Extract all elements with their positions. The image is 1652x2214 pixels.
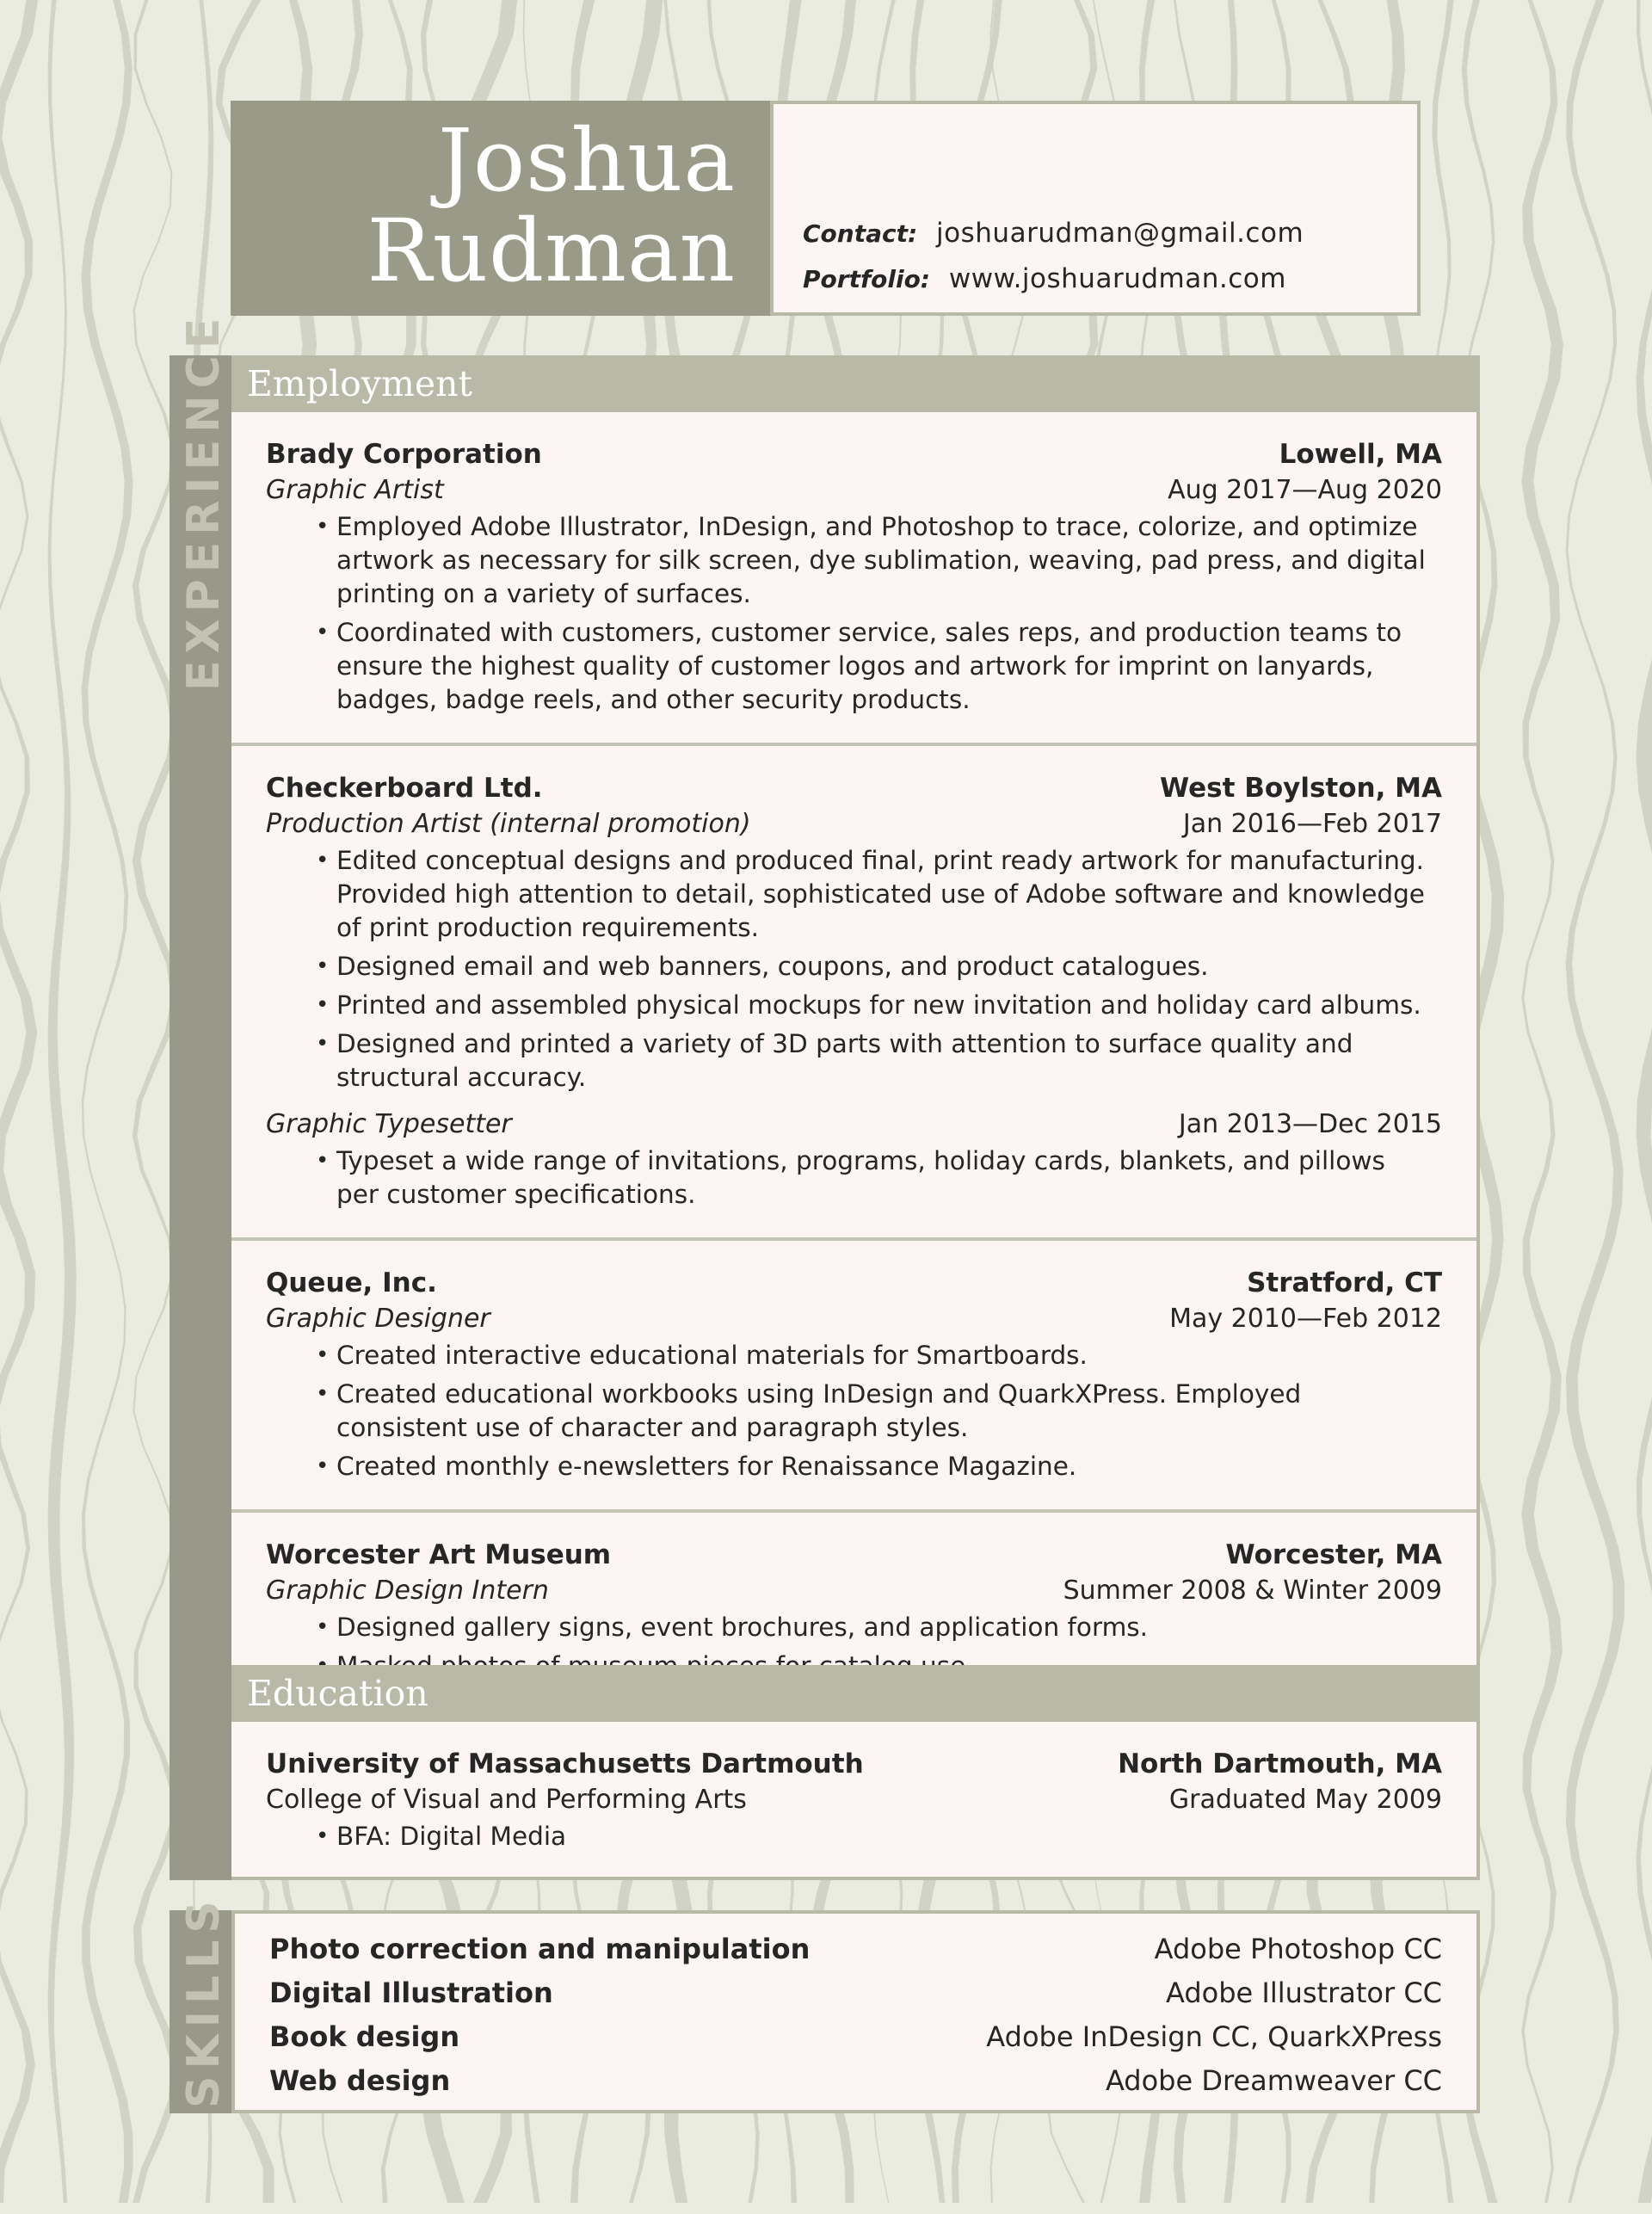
- job-header-row: [266, 770, 1442, 806]
- portfolio-row: [803, 256, 1417, 302]
- skill-row: [269, 1971, 1442, 2015]
- contact-email[interactable]: joshuarudman@gmail.com: [936, 218, 1304, 249]
- role-title: Production Artist (internal promotion): [266, 809, 751, 839]
- portfolio-url[interactable]: www.joshuarudman.com: [948, 263, 1286, 294]
- job-entry: [231, 412, 1476, 746]
- education-heading: Education: [231, 1665, 1480, 1722]
- education-school: University of Massachusetts Dartmouth: [266, 1748, 864, 1779]
- job-location: Stratford, CT: [1247, 1267, 1442, 1298]
- role-bullets: [266, 844, 1442, 1095]
- last-name: Rudman: [367, 200, 736, 301]
- company-name: Queue, Inc.: [266, 1267, 437, 1298]
- job-header-row: [266, 436, 1442, 472]
- education-subrow: [266, 1782, 1442, 1818]
- skill-name: Photo correction and manipulation: [269, 1933, 811, 1965]
- bullet-item: • Employed Adobe Illustrator, InDesign, and Photoshop to trace, colorize, and optimize artwork as necessary for silk screen, dye sublimation, weaving, pad press, and digital printing on a variety of surfaces.: [336, 510, 1442, 611]
- role-bullets: [266, 1144, 1442, 1212]
- woodgrain-stripe: [0, 0, 38, 2203]
- company-name: Checkerboard Ltd.: [266, 773, 543, 804]
- bullet-item: • Designed gallery signs, event brochures, and application forms.: [336, 1611, 1442, 1644]
- role-dates: May 2010—Feb 2012: [1169, 1304, 1442, 1334]
- bullet-item: • Created educational workbooks using InDesign and QuarkXPress. Employed consistent use of character and paragraph styles.: [336, 1378, 1442, 1445]
- skill-tool: Adobe InDesign CC, QuarkXPress: [986, 2020, 1442, 2053]
- experience-label: EXPERIENCE: [178, 311, 230, 691]
- bullet-item: • Created monthly e-newsletters for Renaissance Magazine.: [336, 1450, 1442, 1483]
- skill-name: Digital Illustration: [269, 1977, 553, 2009]
- role-dates: Summer 2008 & Winter 2009: [1063, 1576, 1442, 1606]
- woodgrain-stripe: [1566, 0, 1625, 2203]
- name-block: [231, 101, 770, 316]
- role-row: [266, 1107, 1442, 1143]
- education-bullets: [266, 1820, 1442, 1853]
- role-dates: Jan 2013—Dec 2015: [1178, 1109, 1442, 1139]
- education-location: North Dartmouth, MA: [1118, 1748, 1442, 1779]
- role-row: [266, 472, 1442, 509]
- employment-panel: [231, 412, 1480, 1665]
- job-header-row: [266, 1265, 1442, 1301]
- woodgrain-stripe: [48, 0, 77, 2203]
- job-entry: [231, 746, 1476, 1241]
- role-block: [266, 1301, 1442, 1483]
- employment-heading: Employment: [231, 355, 1480, 412]
- job-location: Worcester, MA: [1225, 1539, 1442, 1570]
- education-graduated: Graduated May 2009: [1168, 1785, 1442, 1815]
- role-block: [266, 806, 1442, 1095]
- contact-box: [770, 101, 1421, 316]
- skill-tool: Adobe Illustrator CC: [1165, 1977, 1442, 2009]
- job-entry: [231, 1241, 1476, 1513]
- education-row: [266, 1746, 1442, 1782]
- bullet-item: • Coordinated with customers, customer service, sales reps, and production teams to ensure the highest quality of customer logos and artwork for imprint on lanyards, badges, badge reels, and other security products.: [336, 616, 1442, 717]
- skill-name: Book design: [269, 2020, 460, 2053]
- role-bullets: [266, 1339, 1442, 1483]
- skill-row: [269, 2015, 1442, 2059]
- role-row: [266, 806, 1442, 842]
- role-dates: Jan 2016—Feb 2017: [1182, 809, 1442, 839]
- company-name: Brady Corporation: [266, 439, 542, 470]
- company-name: Worcester Art Museum: [266, 1539, 612, 1570]
- education-college: College of Visual and Performing Arts: [266, 1785, 747, 1815]
- woodgrain-stripe: [82, 0, 133, 2203]
- bullet-item: • Designed email and web banners, coupons, and product catalogues.: [336, 950, 1442, 984]
- skills-panel: [231, 1910, 1480, 2113]
- role-row: [266, 1573, 1442, 1609]
- job-location: West Boylston, MA: [1160, 773, 1442, 804]
- bullet-item: • Printed and assembled physical mockups for new invitation and holiday card albums.: [336, 989, 1442, 1022]
- bullet-item: • Edited conceptual designs and produced final, print ready artwork for manufacturing. Provided high attention to detail, sophisticated use of Adobe software and knowledge of print production requirements.: [336, 844, 1442, 945]
- first-name: Joshua: [437, 110, 736, 211]
- job-header-row: [266, 1537, 1442, 1573]
- role-block: [266, 472, 1442, 717]
- skill-tool: Adobe Dreamweaver CC: [1105, 2064, 1442, 2097]
- skill-name: Web design: [269, 2064, 451, 2097]
- role-title: Graphic Typesetter: [266, 1109, 512, 1139]
- woodgrain-stripe: [1636, 0, 1652, 2203]
- bullet-item: • Designed and printed a variety of 3D parts with attention to surface quality and structural accuracy.: [336, 1027, 1442, 1095]
- bullet-item: • Created interactive educational materials for Smartboards.: [336, 1339, 1442, 1372]
- role-title: Graphic Designer: [266, 1304, 490, 1334]
- education-panel: [231, 1722, 1480, 1880]
- woodgrain-stripe: [1521, 0, 1563, 2203]
- education-degree: • BFA: Digital Media: [336, 1820, 1442, 1853]
- job-location: Lowell, MA: [1279, 439, 1442, 470]
- contact-row: [803, 211, 1417, 256]
- role-title: Graphic Artist: [266, 475, 444, 505]
- contact-label: Contact:: [803, 219, 918, 248]
- portfolio-label: Portfolio:: [803, 265, 930, 293]
- skill-tool: Adobe Photoshop CC: [1154, 1933, 1442, 1965]
- skill-row: [269, 1927, 1442, 1971]
- role-bullets: [266, 510, 1442, 717]
- role-row: [266, 1301, 1442, 1337]
- skills-label: SKILLS: [178, 1894, 230, 2108]
- skills-side-bar: [170, 1894, 231, 2113]
- role-title: Graphic Design Intern: [266, 1576, 549, 1606]
- role-dates: Aug 2017—Aug 2020: [1168, 475, 1442, 505]
- skill-row: [269, 2059, 1442, 2103]
- bullet-item: • Typeset a wide range of invitations, programs, holiday cards, blankets, and pillows per customer specifications.: [336, 1144, 1442, 1212]
- experience-side-bar: [170, 311, 231, 1880]
- role-block: [266, 1107, 1442, 1212]
